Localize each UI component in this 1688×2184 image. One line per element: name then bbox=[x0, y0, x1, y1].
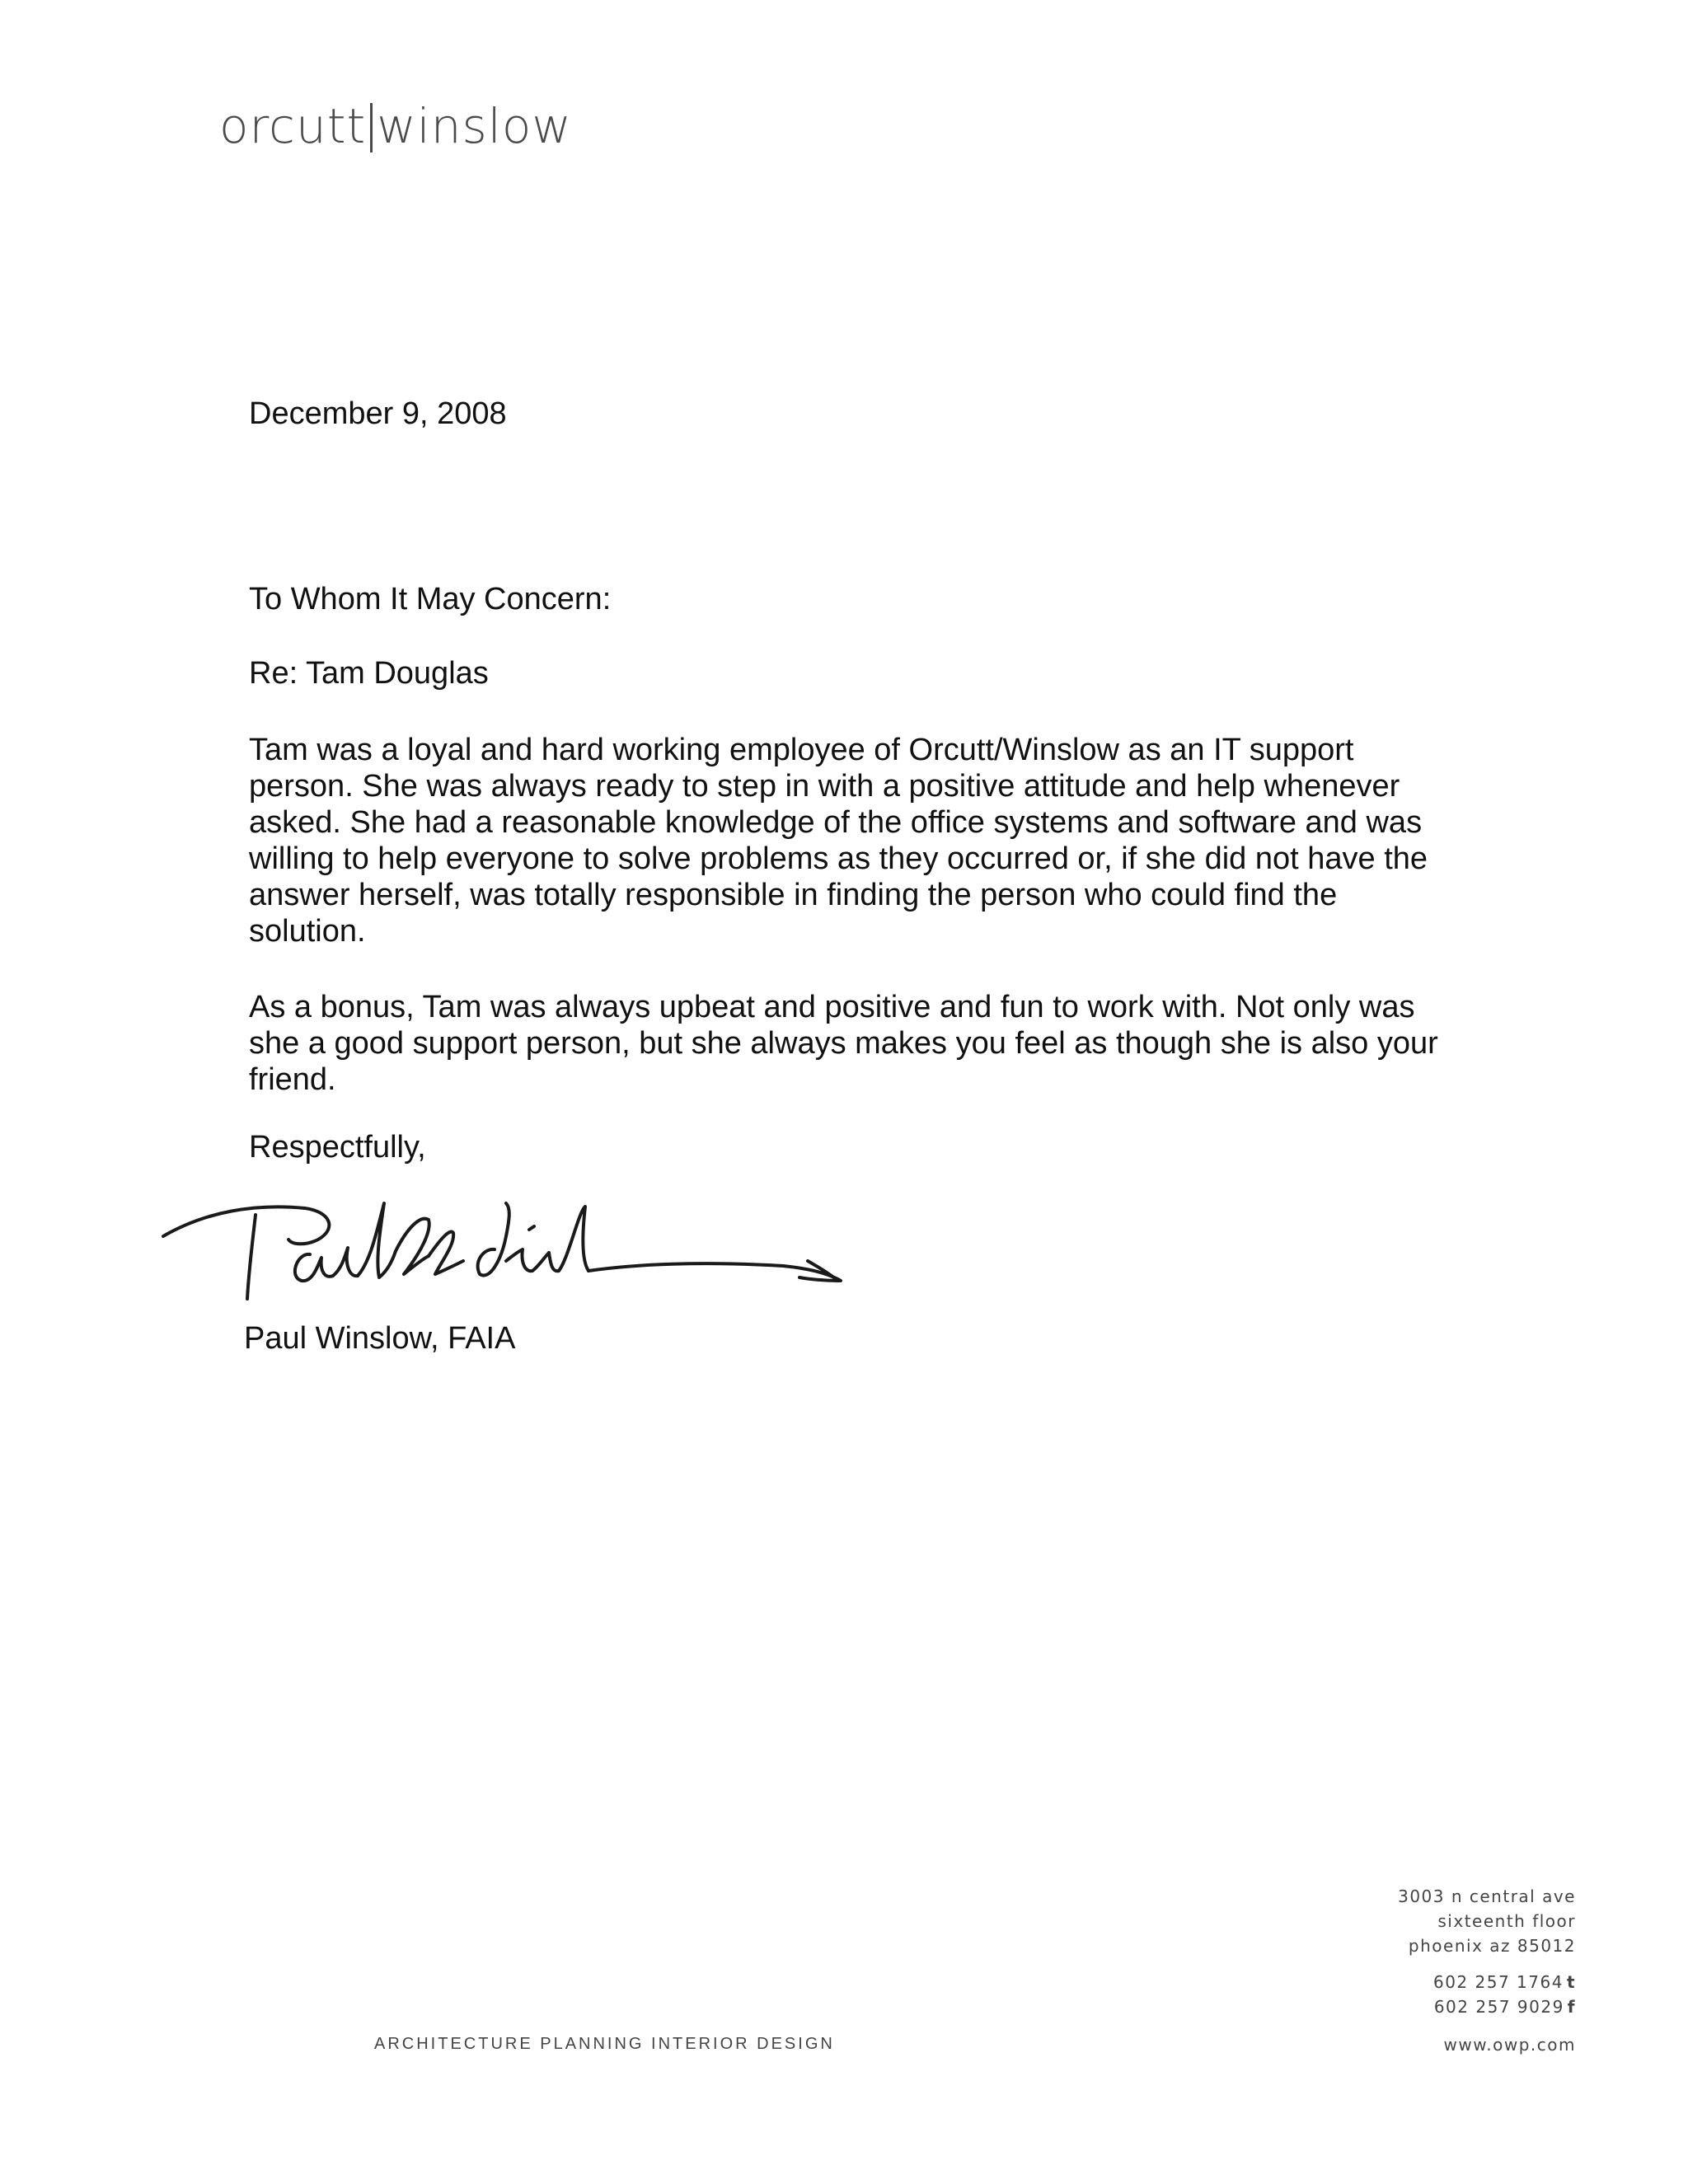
footer-address-block bbox=[1398, 1884, 1576, 2057]
letter-subject: Re: Tam Douglas bbox=[249, 656, 489, 691]
letter-closing: Respectfully, bbox=[249, 1130, 426, 1165]
letter-signer: Paul Winslow, FAIA bbox=[244, 1321, 516, 1356]
address-floor: sixteenth floor bbox=[1437, 1911, 1576, 1931]
phone-tag: t bbox=[1566, 1972, 1576, 1992]
address-city: phoenix az 85012 bbox=[1408, 1936, 1576, 1956]
fax-tag: f bbox=[1567, 1997, 1576, 2017]
logo-text-winslow: winslow bbox=[377, 98, 572, 154]
phone-number: 602 257 1764 bbox=[1432, 1972, 1564, 1992]
letter-salutation: To Whom It May Concern: bbox=[249, 582, 612, 616]
handwritten-signature bbox=[157, 1179, 898, 1310]
logo-text-orcutt: orcutt bbox=[219, 98, 367, 154]
address-street: 3003 n central ave bbox=[1398, 1886, 1576, 1906]
letter-date: December 9, 2008 bbox=[249, 396, 507, 431]
footer-services: ARCHITECTURE PLANNING INTERIOR DESIGN bbox=[374, 2035, 835, 2053]
letter-paragraph-2: As a bonus, Tam was always upbeat and positive and fun to work with. Not only was she a good support person, but she always makes you feel as though she is also your friend. bbox=[249, 990, 1438, 1097]
logo-separator bbox=[370, 103, 373, 152]
fax-line bbox=[1398, 1994, 1576, 2019]
letter-paragraph-1: Tam was a loyal and hard working employee of Orcutt/Winslow as an IT support person. She was always ready to step in with a positive attitude and help whenever asked. She had a reasonable knowledge of the office systems and software and was willing to help everyone to solve problems as they occurred or, if she did not have the answer herself, was totally responsible in finding the person who could find the solution. bbox=[249, 733, 1428, 949]
fax-number: 602 257 9029 bbox=[1433, 1997, 1564, 2017]
company-logo bbox=[219, 98, 572, 154]
website-link[interactable]: www.owp.com bbox=[1443, 2035, 1576, 2055]
phone-line bbox=[1398, 1970, 1576, 1994]
